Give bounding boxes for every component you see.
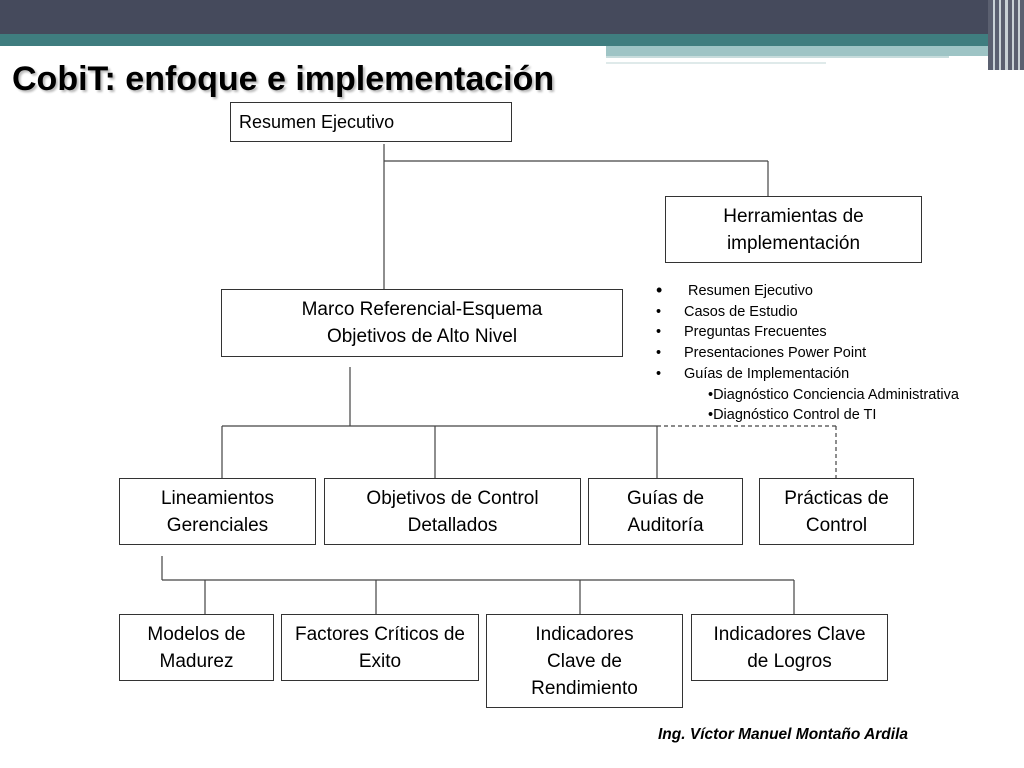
box-objetivos-control bbox=[324, 478, 581, 545]
list-subitem bbox=[656, 385, 959, 406]
author-credit: Ing. Víctor Manuel Montaño Ardila bbox=[658, 726, 909, 743]
list-item bbox=[656, 281, 959, 302]
box-lineamientos-gerenciales bbox=[119, 478, 316, 545]
list-subitem-label: •Diagnóstico Conciencia Administrativa bbox=[708, 386, 959, 403]
box-guias-auditoria bbox=[588, 478, 743, 545]
bullet-icon: • bbox=[656, 280, 663, 300]
list-subitem-label: •Diagnóstico Control de TI bbox=[708, 407, 877, 424]
box-marco-line1: Marco Referencial-Esquema bbox=[301, 299, 543, 320]
list-item-label: Casos de Estudio bbox=[684, 303, 798, 320]
box-indicadores-logros-label: Indicadores Clave de Logros bbox=[713, 623, 866, 672]
bullet-icon: • bbox=[656, 324, 662, 341]
bullet-icon: • bbox=[656, 345, 662, 362]
header-accent-line-2 bbox=[606, 62, 826, 64]
slide-title: CobiT: enfoque e implementación bbox=[12, 60, 555, 98]
box-practicas-control bbox=[759, 478, 914, 545]
box-guias-auditoria-label: Guías de Auditoría bbox=[626, 487, 705, 536]
box-resumen-ejecutivo-label: Resumen Ejecutivo bbox=[239, 111, 395, 132]
box-lineamientos-label: Lineamientos Gerenciales bbox=[160, 487, 275, 536]
bullet-icon: • bbox=[656, 365, 662, 382]
box-indicadores-rendimiento-label: Indicadores Clave de Rendimiento bbox=[531, 623, 638, 699]
list-item bbox=[656, 302, 959, 323]
header-band-light bbox=[606, 46, 1024, 56]
box-factores-criticos bbox=[281, 614, 479, 681]
header-band-dark bbox=[0, 0, 1024, 34]
list-item bbox=[656, 343, 959, 364]
box-objetivos-control-label: Objetivos de Control Detallados bbox=[366, 487, 539, 536]
box-herramientas-label: Herramientas de implementación bbox=[723, 205, 864, 254]
list-subitem bbox=[656, 405, 959, 426]
box-marco-referencial bbox=[221, 289, 623, 357]
box-resumen-ejecutivo bbox=[230, 102, 512, 142]
box-indicadores-rendimiento bbox=[486, 614, 683, 708]
header-accent-line bbox=[606, 56, 949, 58]
list-item bbox=[656, 364, 959, 385]
box-marco-line2: Objetivos de Alto Nivel bbox=[326, 326, 518, 347]
list-item-label: Preguntas Frecuentes bbox=[684, 324, 827, 341]
box-modelos-madurez-label: Modelos de Madurez bbox=[147, 623, 246, 672]
box-indicadores-logros bbox=[691, 614, 888, 681]
box-herramientas-implementacion bbox=[665, 196, 922, 263]
header-band-teal bbox=[0, 34, 1024, 46]
list-item bbox=[656, 322, 959, 343]
box-practicas-control-label: Prácticas de Control bbox=[784, 487, 889, 536]
header-stripes-decoration bbox=[988, 0, 1024, 70]
tools-list bbox=[656, 281, 959, 426]
box-factores-criticos-label: Factores Críticos de Exito bbox=[295, 623, 465, 672]
list-item-label: Resumen Ejecutivo bbox=[688, 283, 813, 299]
bullet-icon: • bbox=[656, 303, 662, 320]
box-modelos-madurez bbox=[119, 614, 274, 681]
list-item-label: Presentaciones Power Point bbox=[684, 345, 867, 362]
list-item-label: Guías de Implementación bbox=[684, 365, 850, 382]
